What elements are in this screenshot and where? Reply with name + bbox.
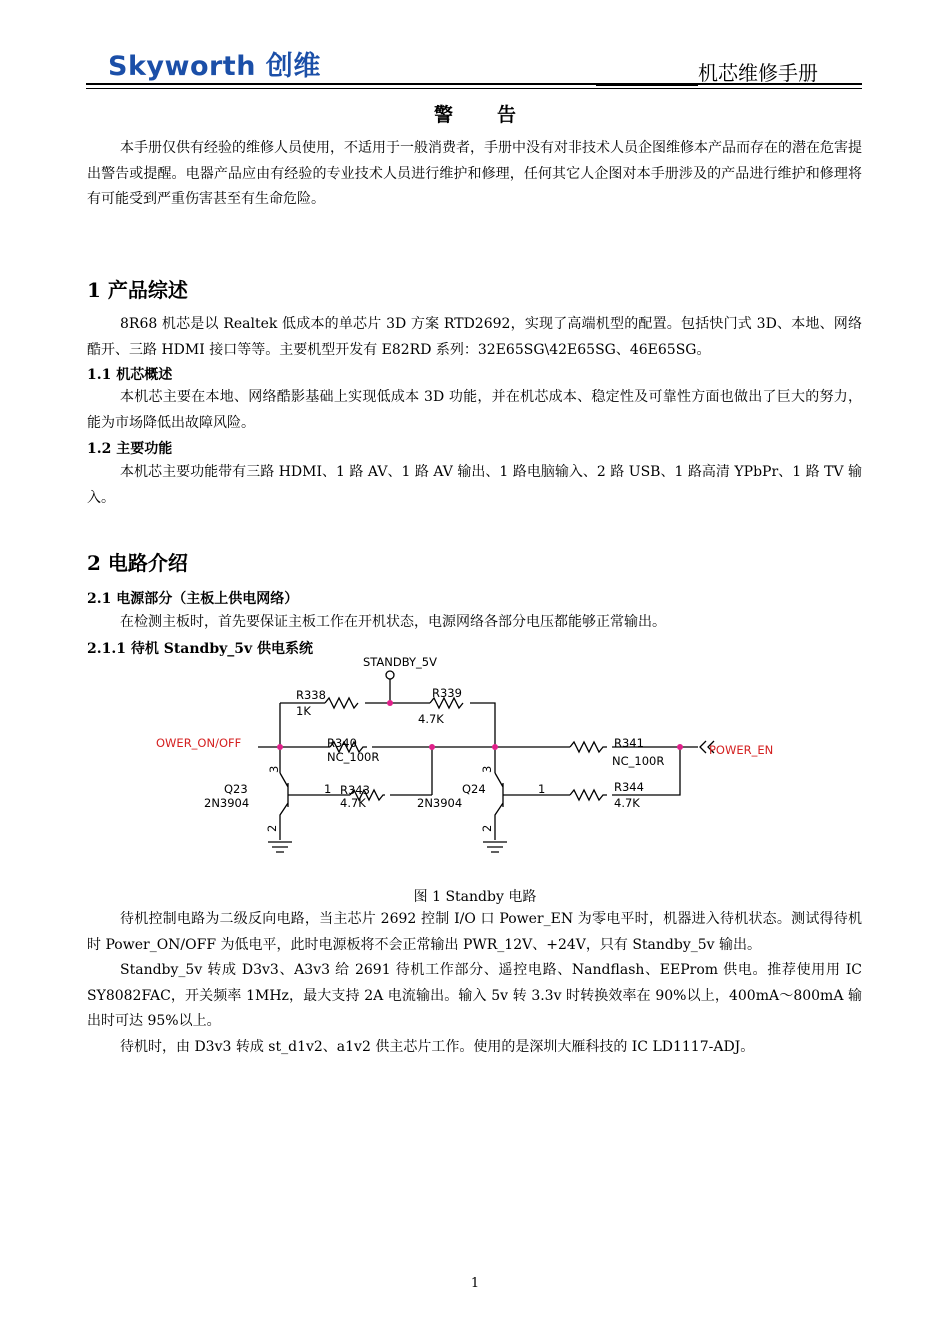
- r341-value: NC_100R: [612, 754, 665, 768]
- power-on-off-net-label: OWER_ON/OFF: [156, 736, 242, 750]
- q24-label: Q24: [462, 782, 486, 796]
- q23-type: 2N3904: [204, 796, 250, 810]
- standby-para-1: 待机控制电路为二级反向电路，当主芯片 2692 控制 I/O 口 Power_EN 为零电平时，机器进入待机状态。测试得待机时 Power_ON/OFF 为低电平，此时电源板将不会正常输出 PWR_12V、+24V，只有 Standby_5v 输出。: [87, 911, 862, 953]
- q24-pin2: 2: [480, 824, 494, 832]
- skyworth-logo: Skyworth 创维: [108, 51, 321, 82]
- ground-q23: [268, 842, 292, 852]
- q24-type: 2N3904: [417, 796, 463, 810]
- r344-zigzag: [570, 790, 607, 800]
- warning-text: 本手册仅供有经验的维修人员使用，不适用于一般消费者，手册中没有对非技术人员企图维修本产品而存在的潜在危害提出警告或提醒。电器产品应由有经验的专业技术人员进行维护和修理，任何其它人企图对本手册涉及的产品进行维护和修理将有可能受到严重伤害甚至有生命危险。: [87, 140, 862, 207]
- r339-label: R339: [432, 686, 462, 700]
- r338-zigzag: [325, 698, 358, 708]
- r344-label: R344: [614, 780, 644, 794]
- standby-circuit-schematic: [150, 655, 790, 863]
- section1-intro: 8R68 机芯是以 Realtek 低成本的单芯片 3D 方案 RTD2692，实现了高端机型的配置。包括快门式 3D、本地、网络酷开、三路 HDMI 接口等等。主要机型开发有 E82RD 系列：32E65SG\42E65SG、46E65SG。: [87, 316, 862, 358]
- power-en-net-label: POWER_EN: [709, 743, 774, 757]
- standby-label: STANDBY_5V: [363, 655, 437, 669]
- header-rule-thin: [86, 88, 862, 89]
- standby-para-2: Standby_5v 转成 D3v3、A3v3 给 2691 待机工作部分、遥控电路、Nandflash、EEProm 供电。推荐使用用 IC SY8082FAC，开关频率 1MHz，最大支持 2A 电流输出。输入 5v 转 3.3v 时转换效率在 90%以上，400mA～800mA 输出时可达 95%以上。: [87, 962, 862, 1029]
- r341-zigzag: [570, 742, 607, 752]
- r343-value: 4.7K: [340, 796, 366, 810]
- q23-body: [280, 773, 288, 840]
- r338-value: 1K: [296, 704, 311, 718]
- r340-label: R340: [327, 736, 357, 750]
- r343-label: R343: [340, 783, 370, 797]
- section2-1-heading: 2.1 电源部分（主板上供电网络）: [87, 591, 299, 607]
- page-number: 1: [470, 1276, 480, 1291]
- q24-body: [495, 773, 503, 840]
- q23-label: Q23: [224, 782, 248, 796]
- q24-pin1: 1: [538, 782, 546, 796]
- section1-1-text: 本机芯主要在本地、网络酷影基础上实现低成本 3D 功能，并在机芯成本、稳定性及可靠性方面也做出了巨大的努力，能为市场降低出故障风险。: [87, 389, 862, 431]
- manual-title: [596, 57, 818, 86]
- warning-title: 警告: [433, 104, 560, 126]
- section1-1-heading: 1.1 机芯概述: [87, 367, 173, 383]
- r338-label: R338: [296, 688, 326, 702]
- section2-heading: 2 电路介绍: [87, 551, 188, 575]
- section1-2-heading: 1.2 主要功能: [87, 441, 173, 457]
- r340-value: NC_100R: [327, 750, 380, 764]
- figure-caption: 图 1 Standby 电路: [413, 889, 537, 905]
- r341-label: R341: [614, 736, 644, 750]
- q23-pin1: 1: [324, 782, 332, 796]
- ground-q24: [483, 842, 507, 852]
- manual-title-text: 机芯维修手册: [698, 61, 818, 85]
- r344-value: 4.7K: [614, 796, 640, 810]
- standby-para-3: 待机时，由 D3v3 转成 st_d1v2、a1v2 供主芯片工作。使用的是深圳大雁科技的 IC LD1117-ADJ。: [120, 1039, 755, 1055]
- section2-1-text: 在检测主板时，首先要保证主板工作在开机状态，电源网络各部分电压都能够正常输出。: [120, 614, 666, 630]
- q24-pin3: 3: [480, 765, 494, 773]
- section1-heading: 1 产品综述: [87, 278, 188, 302]
- q23-pin2: 2: [265, 824, 279, 832]
- section2-1-1-heading: 2.1.1 待机 Standby_5v 供电系统: [87, 641, 314, 657]
- standby-test-point: [386, 671, 394, 679]
- q23-pin3: 3: [267, 765, 281, 773]
- section1-2-text: 本机芯主要功能带有三路 HDMI、1 路 AV、1 路 AV 输出、1 路电脑输入、2 路 USB、1 路高清 YPbPr、1 路 TV 输入。: [87, 464, 862, 506]
- header-rule-thick: [86, 83, 862, 85]
- r339-value: 4.7K: [418, 712, 444, 726]
